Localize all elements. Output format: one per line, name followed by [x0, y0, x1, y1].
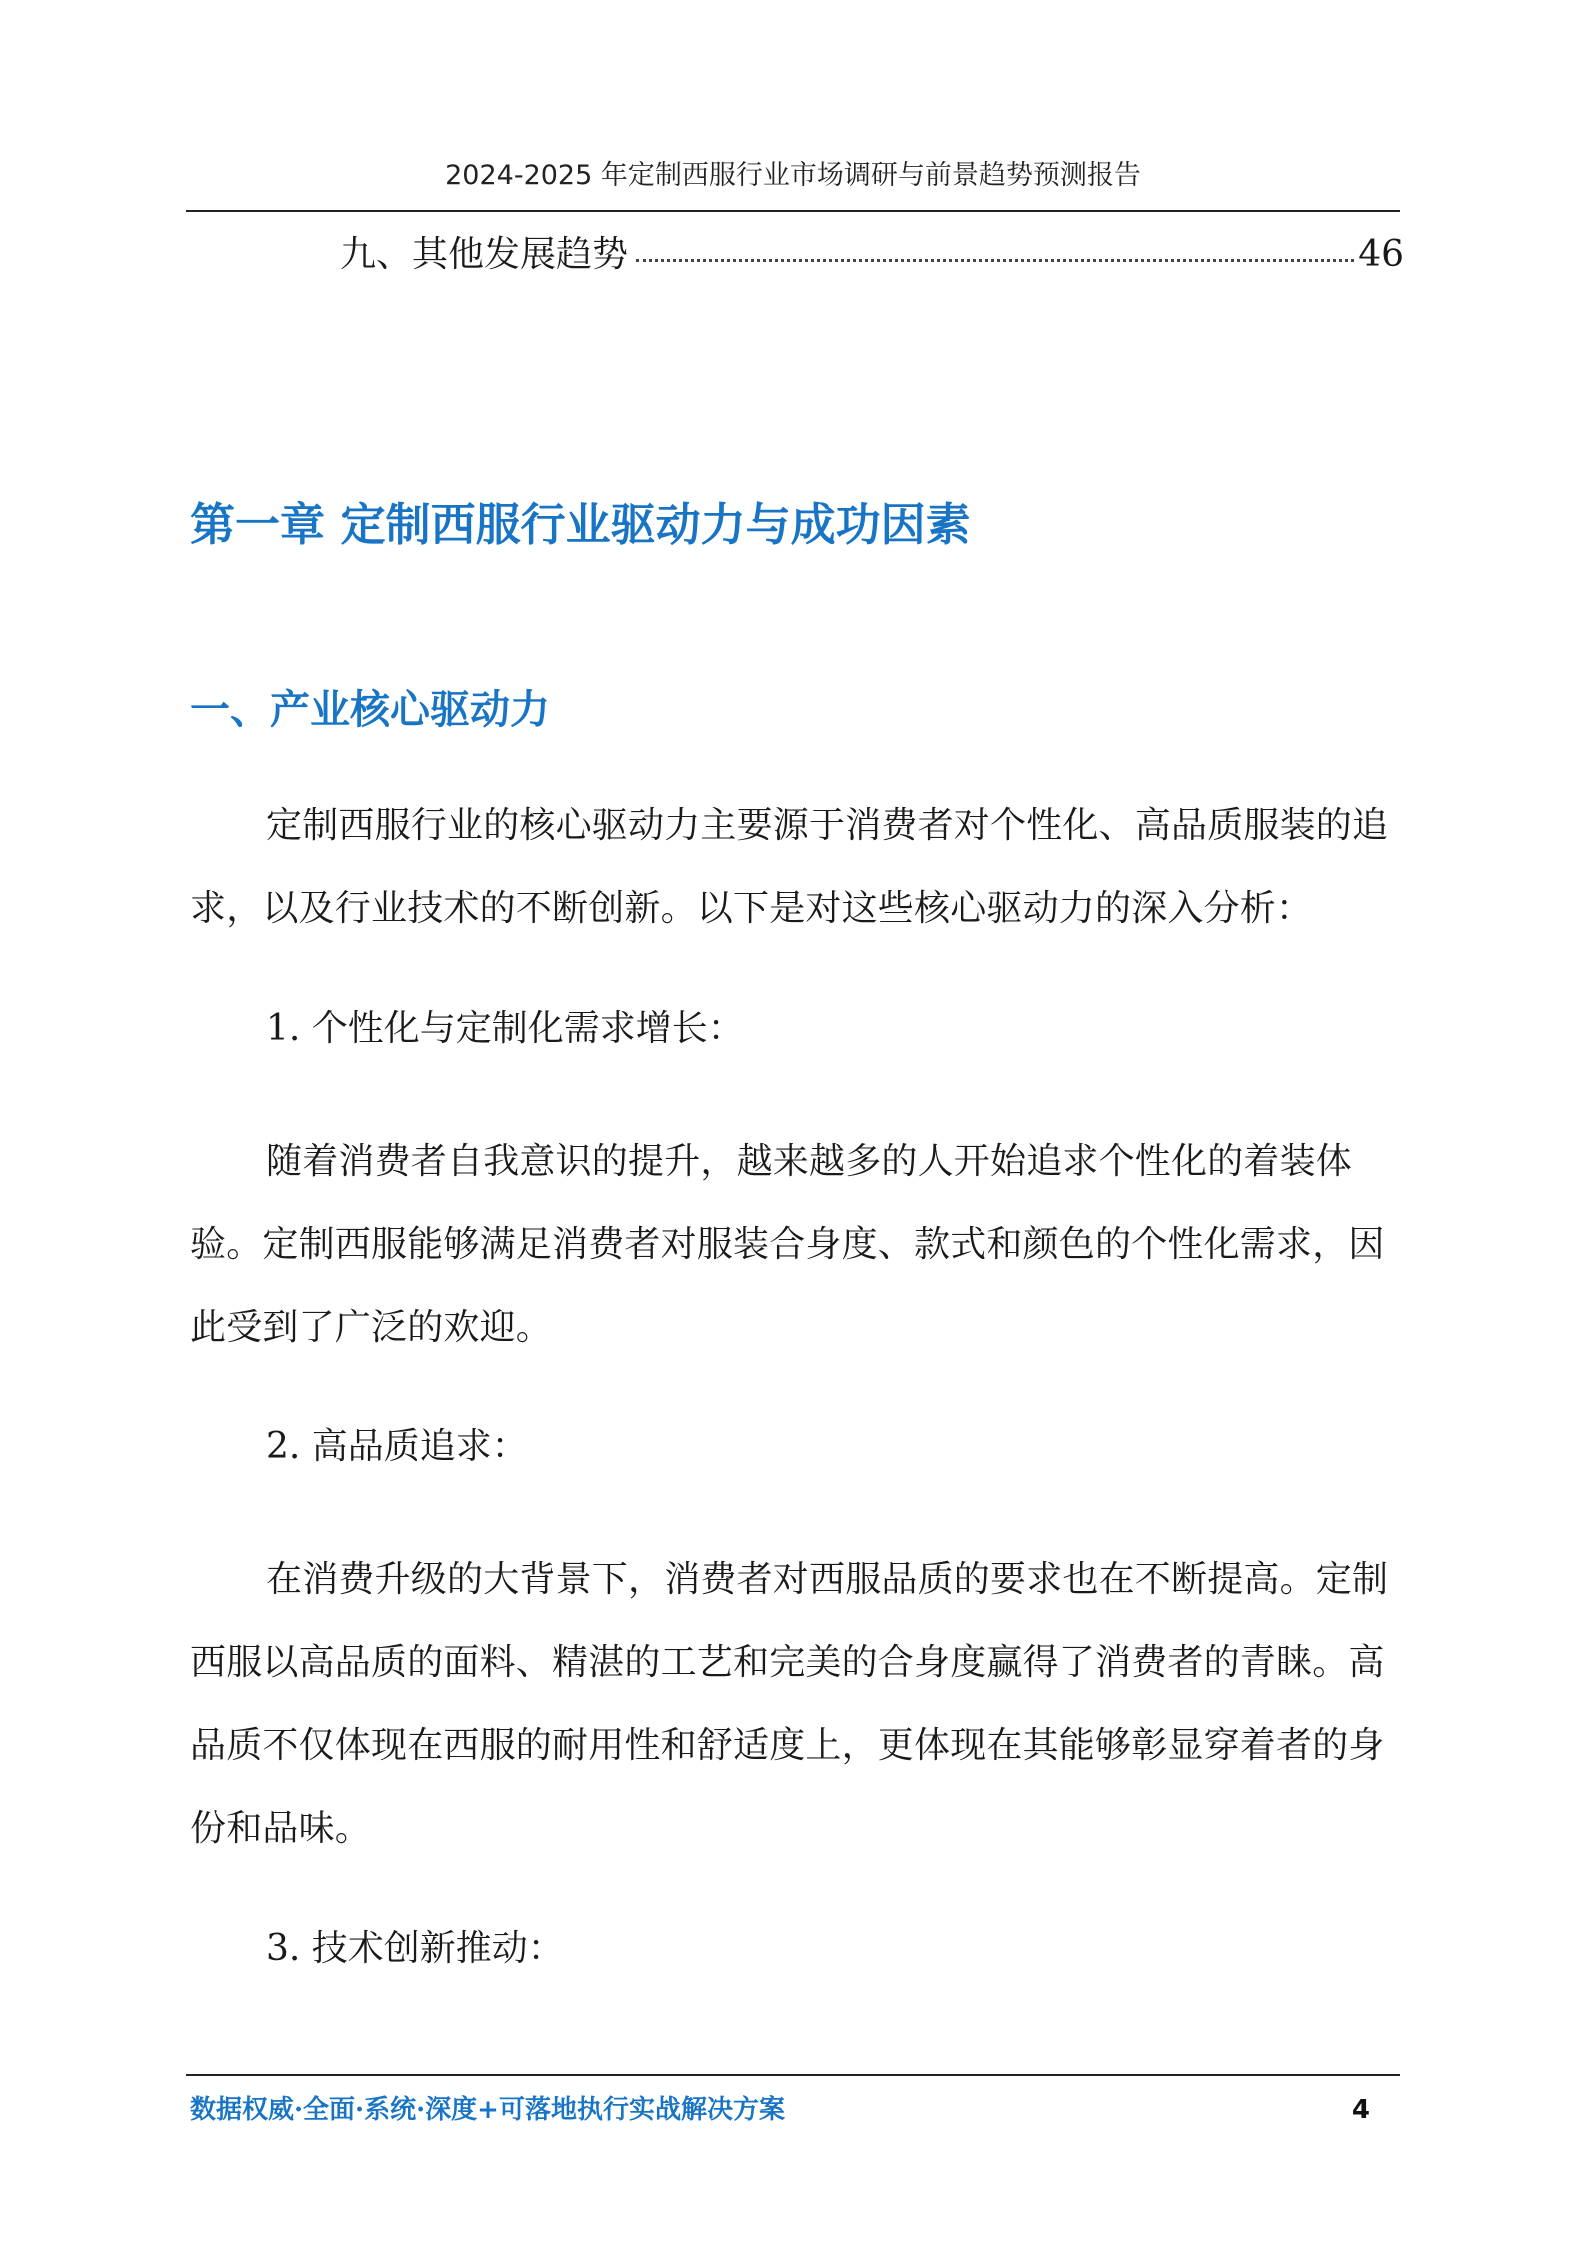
- footer-slogan: 数据权威·全面·系统·深度+可落地执行实战解决方案: [190, 2095, 785, 2125]
- item-3-title: 3. 技术创新推动：: [266, 1928, 564, 1969]
- toc-dot-leader: [636, 259, 1354, 262]
- intro-paragraph: 定制西服行业的核心驱动力主要源于消费者对个性化、高品质服装的追求，以及行业技术的不断创新。以下是对这些核心驱动力的深入分析：: [190, 805, 1389, 929]
- toc-entry-label: 九、其他发展趋势: [340, 234, 629, 275]
- toc-entry[interactable]: [340, 228, 1404, 282]
- section-title: 一、产业核心驱动力: [190, 687, 550, 733]
- chapter-title: 第一章 定制西服行业驱动力与成功因素: [190, 498, 971, 551]
- item-2-paragraph: 在消费升级的大背景下，消费者对西服品质的要求也在不断提高。定制西服以高品质的面料、精湛的工艺和完美的合身度赢得了消费者的青睐。高品质不仅体现在西服的耐用性和舒适度上，更体现在其能够彰显穿着者的身份和品味。: [190, 1559, 1389, 1849]
- header-title: 2024-2025 年定制西服行业市场调研与前景趋势预测报告: [445, 160, 1141, 191]
- item-2-title: 2. 高品质追求：: [266, 1426, 528, 1467]
- header-divider: [186, 210, 1400, 212]
- footer-divider: [186, 2074, 1400, 2076]
- item-1-paragraph: 随着消费者自我意识的提升，越来越多的人开始追求个性化的着装体验。定制西服能够满足消费者对服装合身度、款式和颜色的个性化需求，因此受到了广泛的欢迎。: [190, 1141, 1385, 1348]
- toc-entry-page: 46: [1358, 234, 1404, 275]
- page-number: 4: [1351, 2095, 1370, 2125]
- item-1-title: 1. 个性化与定制化需求增长：: [266, 1008, 744, 1049]
